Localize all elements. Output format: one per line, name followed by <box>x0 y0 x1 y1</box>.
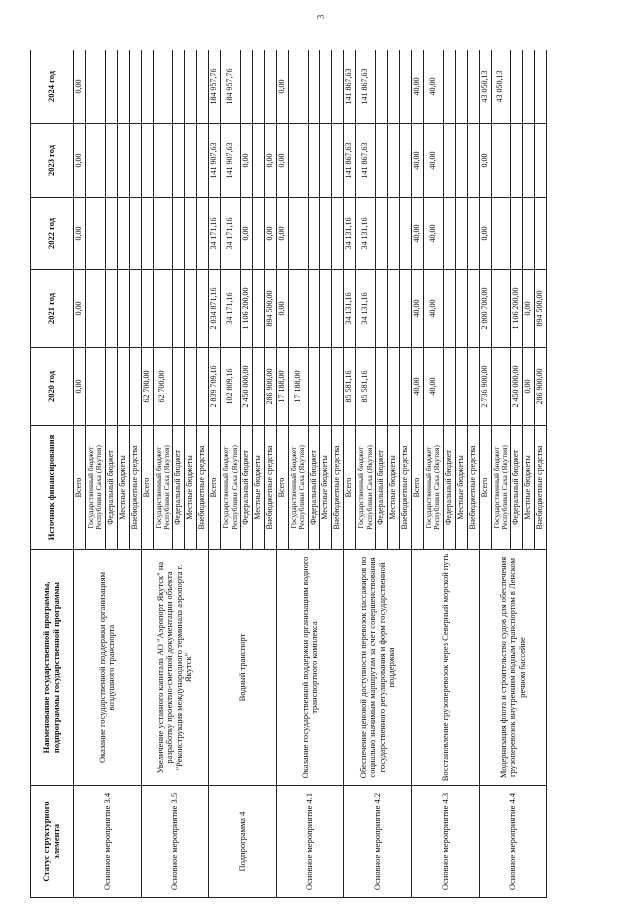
value-cell <box>308 270 320 348</box>
value-cell: 0,00 <box>74 270 86 348</box>
source-cell: Государственный бюджет Республики Саха (Якутия) <box>288 426 308 550</box>
value-cell <box>308 124 320 198</box>
value-cell <box>85 198 105 270</box>
value-cell <box>153 50 173 124</box>
value-cell: 184 957,76 <box>209 50 221 124</box>
value-cell: 43 050,13 <box>491 50 511 124</box>
value-cell: 17 188,00 <box>276 348 288 426</box>
value-cell: 1 106 200,00 <box>511 270 523 348</box>
source-cell: Местные бюджеты <box>185 426 197 550</box>
value-cell <box>467 348 479 426</box>
value-cell <box>400 50 412 124</box>
source-cell: Внебюджетные средства <box>332 426 344 550</box>
value-cell <box>320 124 332 198</box>
value-cell: 286 900,00 <box>535 348 547 426</box>
source-cell: Внебюджетные средства <box>197 426 209 550</box>
value-cell: 34 131,16 <box>344 198 356 270</box>
source-cell: Внебюджетные средства <box>400 426 412 550</box>
value-cell <box>523 124 535 198</box>
value-cell <box>443 124 455 198</box>
value-cell <box>467 198 479 270</box>
source-cell: Всего <box>479 426 491 550</box>
value-cell <box>535 124 547 198</box>
source-cell: Государственный бюджет Республики Саха (Якутия) <box>221 426 241 550</box>
value-cell <box>153 270 173 348</box>
value-cell <box>400 270 412 348</box>
value-cell: 62 700,00 <box>153 348 173 426</box>
header-year-2021: 2021 год <box>31 270 74 348</box>
value-cell <box>129 198 141 270</box>
value-cell <box>252 270 264 348</box>
value-cell: 34 131,16 <box>344 270 356 348</box>
value-cell <box>185 124 197 198</box>
value-cell: 184 957,76 <box>221 50 241 124</box>
table-row <box>141 50 153 898</box>
value-cell: 2 839 709,16 <box>209 348 221 426</box>
value-cell: 286 900,00 <box>264 348 276 426</box>
value-cell <box>173 348 185 426</box>
value-cell <box>105 124 117 198</box>
value-cell <box>511 198 523 270</box>
value-cell <box>455 270 467 348</box>
source-cell: Федеральный бюджет <box>240 426 252 550</box>
value-cell <box>117 198 129 270</box>
source-cell: Государственный бюджет Республики Саха (Якутия) <box>356 426 376 550</box>
program-name-cell: Оказание государственной поддержки организациям воздушного транспорта <box>74 550 142 786</box>
value-cell <box>129 50 141 124</box>
value-cell <box>117 270 129 348</box>
source-cell: Всего <box>209 426 221 550</box>
value-cell <box>332 270 344 348</box>
value-cell <box>173 270 185 348</box>
value-cell: 40,00 <box>423 198 443 270</box>
page-number: 3 <box>315 14 325 20</box>
value-cell: 0,00 <box>240 198 252 270</box>
value-cell <box>197 124 209 198</box>
value-cell: 17 188,00 <box>288 348 308 426</box>
value-cell <box>388 348 400 426</box>
value-cell <box>443 348 455 426</box>
value-cell: 141 867,63 <box>344 124 356 198</box>
value-cell <box>197 50 209 124</box>
source-cell: Федеральный бюджет <box>105 426 117 550</box>
value-cell <box>400 124 412 198</box>
source-cell: Всего <box>276 426 288 550</box>
program-name-cell: Обеспечение ценовой доступности перевозок пассажиров по социально значимым маршрутам за счет совершенствования государственного регулирования и форм государственной поддержки <box>344 550 412 786</box>
source-cell: Местные бюджеты <box>388 426 400 550</box>
value-cell: 85 581,16 <box>356 348 376 426</box>
value-cell <box>85 270 105 348</box>
source-cell: Федеральный бюджет <box>376 426 388 550</box>
value-cell: 0,00 <box>276 124 288 198</box>
financing-table <box>30 50 547 898</box>
table-row <box>479 50 491 898</box>
program-name-cell: Оказание государственной поддержки организациям водного транспортного комплекса <box>276 550 344 786</box>
value-cell: 141 867,63 <box>356 124 376 198</box>
value-cell <box>252 50 264 124</box>
value-cell <box>491 124 511 198</box>
value-cell: 85 581,16 <box>344 348 356 426</box>
value-cell <box>185 50 197 124</box>
value-cell: 62 700,00 <box>141 348 153 426</box>
value-cell <box>252 124 264 198</box>
value-cell: 0,00 <box>276 50 288 124</box>
value-cell <box>197 198 209 270</box>
value-cell <box>252 198 264 270</box>
value-cell <box>332 124 344 198</box>
value-cell <box>523 50 535 124</box>
source-cell: Государственный бюджет Республики Саха (Якутия) <box>85 426 105 550</box>
source-cell: Местные бюджеты <box>455 426 467 550</box>
value-cell <box>443 50 455 124</box>
header-name: Наименование государственной программы, подпрограммы государственной программы <box>31 550 74 786</box>
value-cell <box>491 198 511 270</box>
source-cell: Государственный бюджет Республики Саха (Якутия) <box>491 426 511 550</box>
value-cell: 40,00 <box>411 270 423 348</box>
source-cell: Внебюджетные средства <box>129 426 141 550</box>
value-cell: 0,00 <box>74 124 86 198</box>
value-cell: 40,00 <box>411 124 423 198</box>
value-cell: 2 450 000,00 <box>511 348 523 426</box>
value-cell <box>400 198 412 270</box>
source-cell: Федеральный бюджет <box>173 426 185 550</box>
value-cell <box>535 50 547 124</box>
table-row <box>74 50 86 898</box>
value-cell <box>376 270 388 348</box>
value-cell <box>467 124 479 198</box>
value-cell <box>240 50 252 124</box>
value-cell <box>197 348 209 426</box>
value-cell: 34 171,16 <box>221 198 241 270</box>
value-cell: 894 500,00 <box>264 270 276 348</box>
status-cell: Основное мероприятие 3.5 <box>141 786 209 898</box>
source-cell: Внебюджетные средства <box>535 426 547 550</box>
value-cell: 0,00 <box>264 198 276 270</box>
value-cell <box>141 198 153 270</box>
value-cell: 34 131,16 <box>356 198 376 270</box>
value-cell: 0,00 <box>240 124 252 198</box>
value-cell: 141 907,63 <box>209 124 221 198</box>
value-cell: 40,00 <box>411 348 423 426</box>
source-cell: Местные бюджеты <box>252 426 264 550</box>
source-cell: Внебюджетные средства <box>264 426 276 550</box>
value-cell: 40,00 <box>423 50 443 124</box>
value-cell: 34 171,16 <box>221 270 241 348</box>
value-cell <box>173 124 185 198</box>
value-cell: 0,00 <box>523 270 535 348</box>
value-cell: 0,00 <box>74 198 86 270</box>
value-cell <box>332 50 344 124</box>
value-cell <box>129 348 141 426</box>
value-cell <box>388 270 400 348</box>
value-cell <box>185 270 197 348</box>
header-year-2020: 2020 год <box>31 348 74 426</box>
value-cell: 0,00 <box>523 348 535 426</box>
value-cell <box>388 124 400 198</box>
value-cell <box>85 124 105 198</box>
status-cell: Основное мероприятие 4.2 <box>344 786 412 898</box>
value-cell <box>117 348 129 426</box>
value-cell <box>141 270 153 348</box>
source-cell: Государственный бюджет Республики Саха (Якутия) <box>153 426 173 550</box>
value-cell: 40,00 <box>411 50 423 124</box>
value-cell <box>288 270 308 348</box>
source-cell: Всего <box>344 426 356 550</box>
value-cell <box>129 270 141 348</box>
value-cell <box>105 348 117 426</box>
value-cell: 0,00 <box>276 198 288 270</box>
value-cell <box>511 124 523 198</box>
value-cell <box>308 198 320 270</box>
value-cell <box>388 198 400 270</box>
value-cell: 40,00 <box>423 270 443 348</box>
table-row <box>209 50 221 898</box>
value-cell <box>153 198 173 270</box>
status-cell: Основное мероприятие 4.3 <box>411 786 479 898</box>
status-cell: Основное мероприятие 3.4 <box>74 786 142 898</box>
status-cell: Основное мероприятие 4.1 <box>276 786 344 898</box>
value-cell <box>173 50 185 124</box>
value-cell <box>85 50 105 124</box>
value-cell: 40,00 <box>423 348 443 426</box>
source-cell: Местные бюджеты <box>117 426 129 550</box>
value-cell <box>455 348 467 426</box>
value-cell <box>153 124 173 198</box>
value-cell <box>535 198 547 270</box>
source-cell: Всего <box>74 426 86 550</box>
program-name-cell: Увеличение уставного капитала АО "Аэропорт Якутск" на разработку проектно-сметной документации объекта "Реконструкция международного терминала аэропорта г. Якутск" <box>141 550 209 786</box>
header-year-2022: 2022 год <box>31 198 74 270</box>
value-cell <box>376 348 388 426</box>
value-cell <box>320 198 332 270</box>
value-cell <box>264 50 276 124</box>
value-cell <box>129 124 141 198</box>
value-cell <box>332 348 344 426</box>
value-cell <box>141 124 153 198</box>
value-cell: 40,00 <box>423 124 443 198</box>
value-cell <box>455 124 467 198</box>
header-source: Источник финансирования <box>31 426 74 550</box>
rotated-table-container <box>30 50 580 898</box>
source-cell: Всего <box>141 426 153 550</box>
value-cell <box>511 50 523 124</box>
value-cell <box>85 348 105 426</box>
value-cell: 141 867,63 <box>356 50 376 124</box>
value-cell <box>491 270 511 348</box>
value-cell <box>185 348 197 426</box>
value-cell: 34 171,16 <box>209 198 221 270</box>
value-cell <box>376 50 388 124</box>
value-cell: 0,00 <box>479 198 491 270</box>
value-cell: 141 907,63 <box>221 124 241 198</box>
program-name-cell: Восстановление грузоперевозок через Северный морской путь <box>411 550 479 786</box>
source-cell: Местные бюджеты <box>523 426 535 550</box>
value-cell: 2 000 700,00 <box>479 270 491 348</box>
value-cell: 2 736 900,00 <box>479 348 491 426</box>
status-cell: Подпрограмма 4 <box>209 786 277 898</box>
value-cell: 2 450 000,00 <box>240 348 252 426</box>
value-cell <box>185 198 197 270</box>
program-name-cell: Водный транспорт <box>209 550 277 786</box>
value-cell: 102 809,16 <box>221 348 241 426</box>
value-cell: 0,00 <box>74 348 86 426</box>
value-cell <box>376 124 388 198</box>
value-cell: 43 050,13 <box>479 50 491 124</box>
value-cell <box>467 270 479 348</box>
value-cell <box>105 198 117 270</box>
source-cell: Федеральный бюджет <box>308 426 320 550</box>
value-cell <box>523 198 535 270</box>
value-cell <box>491 348 511 426</box>
value-cell: 40,00 <box>411 198 423 270</box>
value-cell <box>376 198 388 270</box>
value-cell <box>117 50 129 124</box>
value-cell <box>252 348 264 426</box>
source-cell: Государственный бюджет Республики Саха (Якутия) <box>423 426 443 550</box>
value-cell: 894 500,00 <box>535 270 547 348</box>
source-cell: Местные бюджеты <box>320 426 332 550</box>
value-cell <box>105 270 117 348</box>
header-status: Статус структурного элемента <box>31 786 74 898</box>
value-cell <box>197 270 209 348</box>
program-name-cell: Модернизация флота и строительство судов для обеспечения грузоперевозок внутренним водным транспортом в Ленском речном бассейне <box>479 550 547 786</box>
document-page <box>30 50 580 898</box>
value-cell <box>288 198 308 270</box>
value-cell <box>320 348 332 426</box>
value-cell <box>173 198 185 270</box>
value-cell <box>105 50 117 124</box>
table-row <box>344 50 356 898</box>
value-cell <box>400 348 412 426</box>
source-cell: Всего <box>411 426 423 550</box>
value-cell: 0,00 <box>74 50 86 124</box>
value-cell <box>141 50 153 124</box>
value-cell <box>308 348 320 426</box>
value-cell <box>332 198 344 270</box>
source-cell: Внебюджетные средства <box>467 426 479 550</box>
value-cell <box>288 124 308 198</box>
value-cell: 34 131,16 <box>356 270 376 348</box>
table-row <box>411 50 423 898</box>
value-cell <box>308 50 320 124</box>
value-cell: 1 106 200,00 <box>240 270 252 348</box>
value-cell <box>443 198 455 270</box>
value-cell <box>455 50 467 124</box>
value-cell <box>320 50 332 124</box>
value-cell <box>117 124 129 198</box>
value-cell <box>455 198 467 270</box>
value-cell <box>320 270 332 348</box>
value-cell: 0,00 <box>264 124 276 198</box>
value-cell: 0,00 <box>479 124 491 198</box>
status-cell: Основное мероприятие 4.4 <box>479 786 547 898</box>
value-cell <box>388 50 400 124</box>
value-cell: 141 867,63 <box>344 50 356 124</box>
table-row <box>276 50 288 898</box>
value-cell: 0,00 <box>276 270 288 348</box>
source-cell: Федеральный бюджет <box>443 426 455 550</box>
header-year-2024: 2024 год <box>31 50 74 124</box>
value-cell <box>288 50 308 124</box>
value-cell: 2 034 871,16 <box>209 270 221 348</box>
header-row <box>31 50 74 898</box>
value-cell <box>467 50 479 124</box>
value-cell <box>443 270 455 348</box>
header-year-2023: 2023 год <box>31 124 74 198</box>
source-cell: Федеральный бюджет <box>511 426 523 550</box>
